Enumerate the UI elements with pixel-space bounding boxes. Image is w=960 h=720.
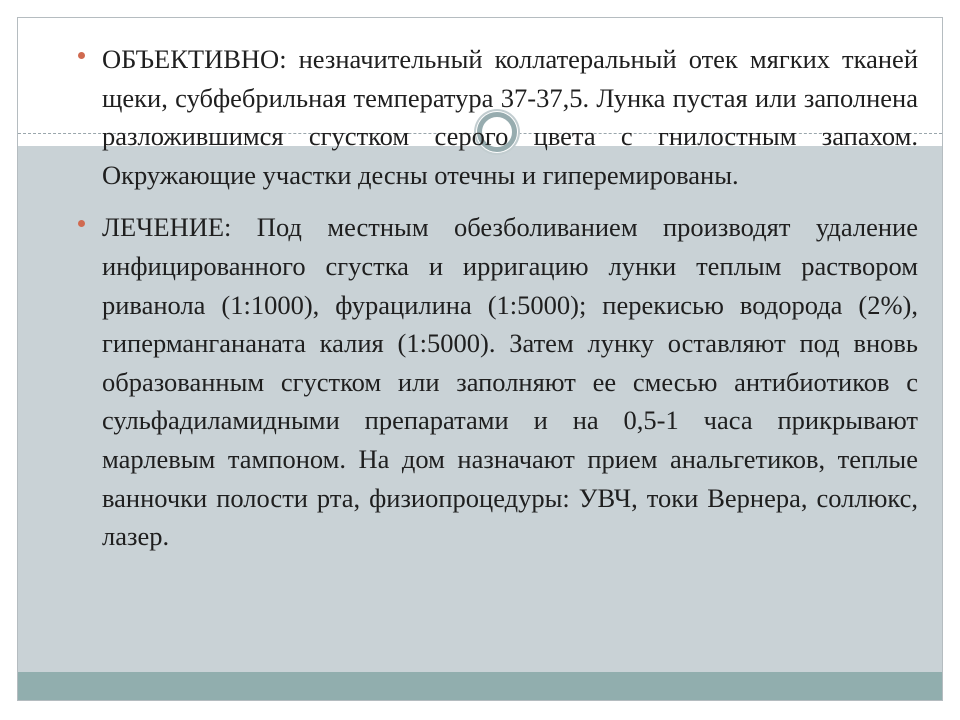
- bullet-text-objective: ОБЪЕКТИВНО: незначительный коллатеральный отек мягких тканей щеки, субфебрильная температура 37-37,5. Лунка пустая или заполнена разложившимся сгустком серого цвета с гнилостным запахом. Окружающие участки десны отечны и гиперемированы.: [102, 44, 918, 190]
- bullet-dot-icon: [78, 220, 85, 227]
- slide-frame: [17, 17, 943, 701]
- footer-band: [18, 672, 942, 700]
- bullet-text-treatment: ЛЕЧЕНИЕ: Под местным обезболиванием производят удаление инфицированного сгустка и ирригацию лунки теплым раствором риванола (1:1000), фурацилина (1:5000); перекисью водорода (2%), гипермангананата калия (1:5000). Затем лунку оставляют под вновь образованным сгустком или заполняют ее смесью антибиотиков с сульфадиламидными препаратами и на 0,5-1 часа прикрывают марлевым тампоном. На дом назначают прием анальгетиков, теплые ванночки полости рта, физиопроцедуры: УВЧ, токи Вернера, соллюкс, лазер.: [102, 212, 918, 552]
- bullet-item-objective: [78, 40, 918, 194]
- bullet-dot-icon: [78, 52, 85, 59]
- bullet-item-treatment: [78, 208, 918, 555]
- slide-content: [78, 40, 918, 570]
